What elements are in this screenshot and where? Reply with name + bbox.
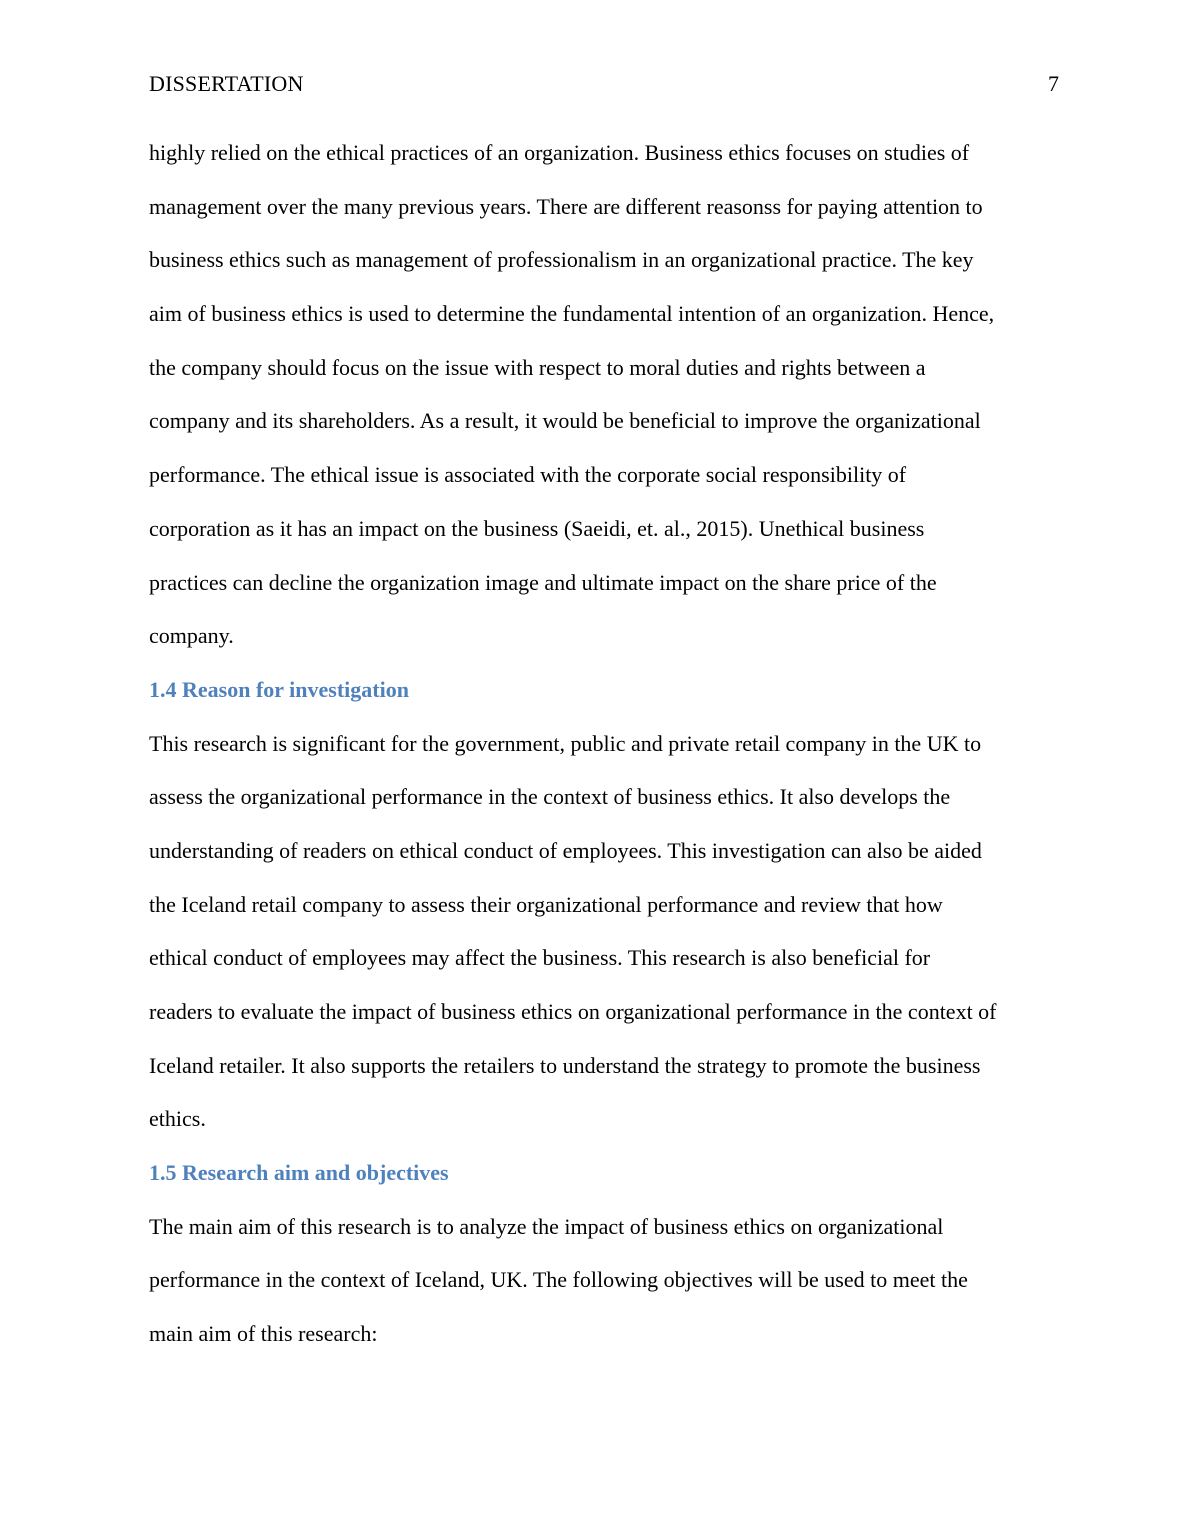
text-line: ethics. [149, 1106, 206, 1132]
text-line: the company should focus on the issue with respect to moral duties and rights between a [149, 354, 926, 380]
text-line: the Iceland retail company to assess their organizational performance and review that how [149, 891, 943, 917]
text-line: The main aim of this research is to analyze the impact of business ethics on organizational [149, 1213, 944, 1239]
section-1-4-paragraph [149, 717, 1059, 1147]
text-line: business ethics such as management of professionalism in an organizational practice. The key [149, 247, 974, 273]
text-line: aim of business ethics is used to determine the fundamental intention of an organization. Hence, [149, 301, 995, 327]
text-line: performance. The ethical issue is associated with the corporate social responsibility of [149, 462, 907, 488]
text-line: management over the many previous years. There are different reasonss for paying attention to [149, 193, 983, 219]
text-line: highly relied on the ethical practices of an organization. Business ethics focuses on studies of [149, 140, 970, 165]
text-line: This research is significant for the government, public and private retail company in the UK to [149, 730, 982, 756]
text-line: main aim of this research: [149, 1321, 378, 1347]
text-line: assess the organizational performance in the context of business ethics. It also develops the [149, 784, 951, 810]
section-heading-1-4: 1.4 Reason for investigation [149, 676, 409, 702]
text-line: readers to evaluate the impact of business ethics on organizational performance in the context of [149, 999, 997, 1024]
text-line: ethical conduct of employees may affect the business. This research is also beneficial for [149, 945, 931, 971]
text-line: company. [149, 623, 234, 649]
document-body [149, 126, 1059, 1361]
section-1-5-paragraph [149, 1200, 1059, 1361]
page-number: 7 [1048, 71, 1059, 96]
text-line: company and its shareholders. As a result, it would be beneficial to improve the organizational [149, 408, 981, 434]
running-head: DISSERTATION [149, 71, 304, 96]
text-line: corporation as it has an impact on the business (Saeidi, et. al., 2015). Unethical business [149, 515, 925, 541]
text-line: understanding of readers on ethical conduct of employees. This investigation can also be aided [149, 837, 982, 863]
intro-paragraph [149, 126, 1059, 663]
section-heading-1-5: 1.5 Research aim and objectives [149, 1160, 449, 1186]
text-line: Iceland retailer. It also supports the retailers to understand the strategy to promote the business [149, 1052, 981, 1078]
text-line: performance in the context of Iceland, UK. The following objectives will be used to meet the [149, 1267, 968, 1293]
text-line: practices can decline the organization image and ultimate impact on the share price of the [149, 569, 937, 595]
